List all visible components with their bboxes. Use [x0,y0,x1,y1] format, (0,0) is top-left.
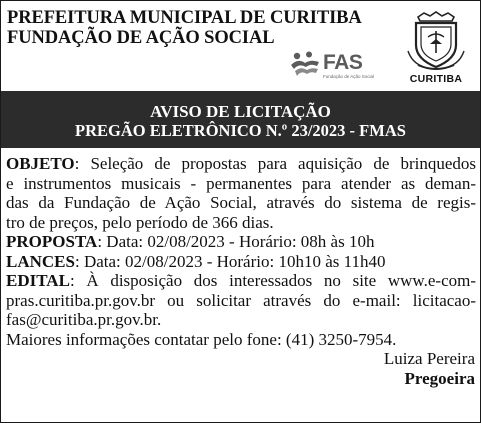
edital-text-1: : À disposição dos interessados no site www.e-com- [69,271,476,290]
fas-tagline: Fundação de Ação Social [323,74,375,79]
org-line-1: PREFEITURA MUNICIPAL DE CURITIBA [7,8,362,28]
objeto-line-2: e instrumentos musicais - permanentes para atender as deman- [6,173,476,193]
notice-subtitle: PREGÃO ELETRÔNICO N.º 23/2023 - FMAS [75,121,406,140]
proposta-line [6,232,476,252]
fas-figure-icon [289,51,321,79]
fas-wordmark: FAS [323,51,363,74]
objeto-label: OBJETO [6,154,75,173]
edital-line-2: pras.curitiba.pr.gov.br ou solicitar através do e-mail: licitacao- [6,290,476,310]
lances-line [6,252,476,272]
curitiba-crest [404,11,468,87]
organization-name [7,8,362,48]
objeto-text-1: : Seleção de propostas para aquisição de brinquedos [74,154,476,173]
notice-title: AVISO DE LICITAÇÃO [150,102,331,121]
signatory-role: Pregoeira [404,368,475,388]
contact-line: Maiores informações contatar pelo fone: (41) 3250-7954. [6,329,397,349]
notice-body [6,154,476,388]
signatory-name: Luiza Pereira [383,349,475,368]
org-line-2: FUNDAÇÃO DE AÇÃO SOCIAL [7,28,275,48]
lances-label: LANCES [6,251,75,271]
proposta-text: : Data: 02/08/2023 - Horário: 08h às 10h [97,232,375,251]
fas-logo [289,51,385,81]
curitiba-coat-of-arms-icon [404,11,468,73]
objeto-line-3: das da Fundação de Ação Social, através do sistema de regis- [6,193,476,212]
objeto-line-4: tro de preços, pelo período de 366 dias. [6,212,274,232]
edital-line-3: fas@curitiba.pr.gov.br. [6,310,162,329]
lances-text: : Data: 02/08/2023 - Horário: 10h10 às 11h40 [74,251,386,271]
notice-header [1,1,480,91]
objeto-line-1 [6,154,476,174]
proposta-label: PROPOSTA [6,232,98,251]
title-band [1,91,480,148]
edital-label: EDITAL [6,271,70,290]
crest-label: CURITIBA [409,73,463,85]
edital-line-1 [6,271,476,291]
